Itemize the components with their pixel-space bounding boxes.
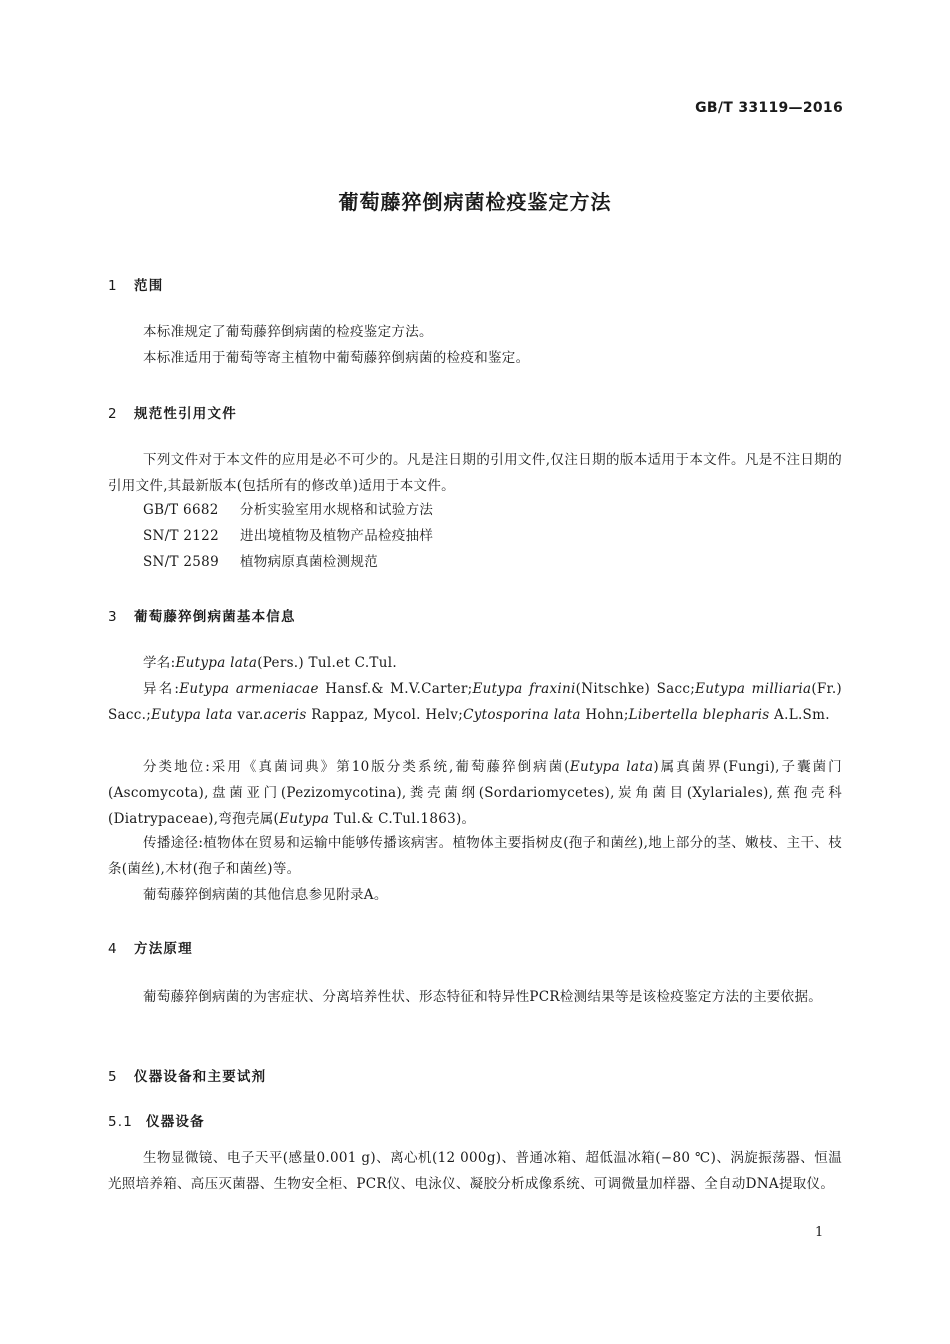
taxonomy-text-a: 分类地位:采用《真菌词典》第10版分类系统,葡萄藤猝倒病菌( [143, 759, 570, 775]
synonym-text: A.L.Sm. [769, 707, 830, 723]
scientific-name-authority: (Pers.) Tul.et C.Tul. [257, 655, 397, 671]
taxonomy-italic-2: Eutypa [279, 811, 330, 827]
synonyms-para [108, 676, 842, 728]
page-number: 1 [815, 1225, 824, 1240]
other-info-para: 葡萄藤猝倒病菌的其他信息参见附录A。 [143, 887, 388, 903]
subsection-5-1-title: 仪器设备 [146, 1114, 205, 1130]
section-1-para-1: 本标准规定了葡萄藤猝倒病菌的检疫鉴定方法。 [143, 324, 433, 340]
synonym-text: var. [232, 707, 264, 723]
synonym-italic: Cytosporina lata [463, 707, 581, 723]
spread-route-para: 传播途径:植物体在贸易和运输中能够传播该病害。植物体主要指树皮(孢子和菌丝),地上部分的茎、嫩枝、主干、枝条(菌丝),木材(孢子和菌丝)等。 [108, 835, 842, 877]
synonym-text: Rappaz, Mycol. Helv; [306, 707, 464, 723]
reference-title: 植物病原真菌检测规范 [240, 554, 378, 570]
reference-code: SN/T 2122 [143, 528, 219, 544]
section-2-title: 规范性引用文件 [134, 406, 237, 422]
section-1-para-2: 本标准适用于葡萄等寄主植物中葡萄藤猝倒病菌的检疫和鉴定。 [143, 350, 530, 366]
section-4-heading [108, 937, 193, 957]
taxonomy-italic-1: Eutypa lata [569, 759, 654, 775]
taxonomy-text-b: )属真菌界(Fungi),子囊菌门(Ascomycota),盘菌亚门(Pezizomycotina),粪壳菌纲(Sordariomycetes),炭角菌目(Xylariales),蕉孢壳科(Diatrypaceae),弯孢壳属( [108, 759, 842, 827]
section-5-title: 仪器设备和主要试剂 [134, 1069, 267, 1085]
reference-title: 进出境植物及植物产品检疫抽样 [240, 528, 434, 544]
subsection-5-1-heading [108, 1110, 205, 1130]
section-5-number: 5 [108, 1069, 118, 1085]
document-title: 葡萄藤猝倒病菌检疫鉴定方法 [338, 190, 612, 214]
standard-code: GB/T 33119—2016 [695, 100, 843, 116]
synonyms-label: 异名: [143, 681, 180, 697]
synonym-italic: Eutypa fraxini [472, 681, 576, 697]
scientific-name-label: 学名: [143, 655, 176, 671]
section-1-number: 1 [108, 278, 118, 294]
section-5-heading [108, 1065, 266, 1085]
synonym-text: Hansf.& M.V.Carter; [318, 681, 473, 697]
reference-code: GB/T 6682 [143, 502, 219, 518]
section-1-heading [108, 274, 163, 294]
section-2-para-1: 下列文件对于本文件的应用是必不可少的。凡是注日期的引用文件,仅注日期的版本适用于本文件。凡是不注日期的引用文件,其最新版本(包括所有的修改单)适用于本文件。 [108, 452, 842, 494]
synonym-italic: Eutypa armeniacae [179, 681, 319, 697]
section-4-number: 4 [108, 941, 118, 957]
reference-item [143, 497, 433, 523]
synonym-italic: Eutypa milliaria [695, 681, 812, 697]
reference-item [143, 549, 378, 575]
section-3-title: 葡萄藤猝倒病菌基本信息 [134, 609, 296, 625]
section-1-title: 范围 [134, 278, 164, 294]
synonym-italic: aceris [263, 707, 307, 723]
reference-title: 分析实验室用水规格和试验方法 [240, 502, 434, 518]
subsection-5-1-para-1: 生物显微镜、电子天平(感量0.001 g)、离心机(12 000g)、普通冰箱、超低温冰箱(−80 ℃)、涡旋振荡器、恒温光照培养箱、高压灭菌器、生物安全柜、PCR仪、电泳仪、凝胶分析成像系统、可调微量加样器、全自动DNA提取仪。 [108, 1150, 842, 1192]
section-3-heading [108, 605, 296, 625]
section-2-heading [108, 402, 237, 422]
section-4-title: 方法原理 [134, 941, 193, 957]
taxonomy-text-c: Tul.& C.Tul.1863)。 [329, 811, 476, 827]
synonym-italic: Eutypa lata [151, 707, 233, 723]
section-3-number: 3 [108, 609, 118, 625]
synonym-text: (Fr.) Sacc.; [108, 681, 842, 723]
synonym-text: (Nitschke) Sacc; [575, 681, 696, 697]
synonym-italic: Libertella blepharis [628, 707, 770, 723]
scientific-name-para [108, 650, 842, 676]
section-2-number: 2 [108, 406, 118, 422]
scientific-name-italic: Eutypa lata [175, 655, 258, 671]
reference-item [143, 523, 433, 549]
taxonomy-para [108, 754, 842, 832]
section-4-para-1: 葡萄藤猝倒病菌的为害症状、分离培养性状、形态特征和特异性PCR检测结果等是该检疫鉴定方法的主要依据。 [143, 989, 823, 1005]
reference-code: SN/T 2589 [143, 554, 219, 570]
subsection-5-1-number: 5.1 [108, 1114, 134, 1130]
synonym-text: Hohn; [580, 707, 629, 723]
